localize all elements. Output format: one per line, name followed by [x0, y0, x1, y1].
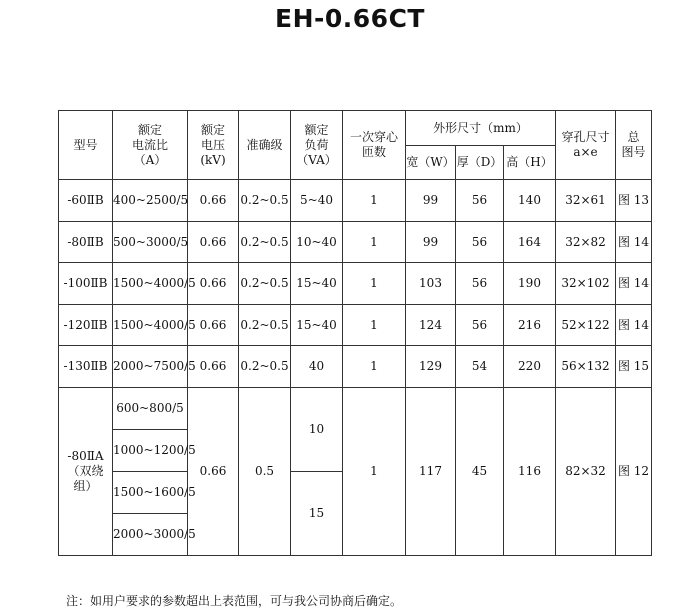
cell-accuracy: 0.2~0.5: [239, 222, 291, 263]
cell-turns: 1: [343, 305, 406, 346]
cell-depth: 56: [456, 305, 504, 346]
cell-accuracy: 0.2~0.5: [239, 305, 291, 346]
cell-height: 190: [504, 263, 556, 305]
table-row: [59, 305, 652, 346]
cell-voltage: 0.66: [188, 388, 239, 556]
header-accuracy: 准确级: [239, 111, 291, 180]
cell-ratio: 1500~4000/5: [113, 305, 188, 346]
cell-depth: 56: [456, 180, 504, 222]
cell-voltage: 0.66: [188, 222, 239, 263]
cell-height: 140: [504, 180, 556, 222]
cell-ratio: 1500~4000/5: [113, 263, 188, 305]
cell-ratio: 500~3000/5: [113, 222, 188, 263]
cell-load: 15~40: [291, 263, 343, 305]
cell-model: -130ⅡB: [59, 346, 113, 388]
cell-turns: 1: [343, 263, 406, 305]
header-load: 额定 负荷 （VA）: [291, 111, 343, 180]
cell-turns: 1: [343, 388, 406, 556]
cell-accuracy: 0.2~0.5: [239, 180, 291, 222]
cell-height: 220: [504, 346, 556, 388]
cell-width: 124: [406, 305, 456, 346]
group-row: [59, 388, 652, 430]
cell-ratio: 600~800/5: [113, 388, 188, 430]
cell-hole: 32×102: [556, 263, 616, 305]
header-ratio: 额定 电流比 （A）: [113, 111, 188, 180]
cell-turns: 1: [343, 180, 406, 222]
footnote: 注：如用户要求的参数超出上表范围，可与我公司协商后确定。: [66, 594, 403, 608]
cell-hole: 52×122: [556, 305, 616, 346]
cell-turns: 1: [343, 222, 406, 263]
cell-depth: 56: [456, 222, 504, 263]
cell-load: 15: [291, 472, 343, 556]
cell-ratio: 2000~3000/5: [113, 514, 188, 556]
cell-ratio: 1500~1600/5: [113, 472, 188, 514]
cell-model: -120ⅡB: [59, 305, 113, 346]
cell-accuracy: 0.2~0.5: [239, 263, 291, 305]
header-voltage: 额定 电压 (kV): [188, 111, 239, 180]
cell-ratio: 1000~1200/5: [113, 430, 188, 472]
cell-accuracy: 0.5: [239, 388, 291, 556]
cell-width: 99: [406, 180, 456, 222]
cell-depth: 54: [456, 346, 504, 388]
header-width: 宽（W）: [406, 146, 456, 180]
cell-hole: 56×132: [556, 346, 616, 388]
cell-load: 10~40: [291, 222, 343, 263]
header-figure: 总 图号: [616, 111, 652, 180]
cell-hole: 32×61: [556, 180, 616, 222]
header-height: 高（H）: [504, 146, 556, 180]
cell-load: 10: [291, 388, 343, 472]
table-row: [59, 180, 652, 222]
cell-figure: 图 12: [616, 388, 652, 556]
cell-voltage: 0.66: [188, 346, 239, 388]
cell-width: 117: [406, 388, 456, 556]
cell-model-group: -80ⅡA （双绕 组）: [59, 388, 113, 556]
cell-load: 40: [291, 346, 343, 388]
cell-model: -60ⅡB: [59, 180, 113, 222]
cell-figure: 图 15: [616, 346, 652, 388]
cell-voltage: 0.66: [188, 305, 239, 346]
cell-width: 129: [406, 346, 456, 388]
cell-ratio: 400~2500/5: [113, 180, 188, 222]
cell-figure: 图 14: [616, 263, 652, 305]
cell-height: 216: [504, 305, 556, 346]
cell-width: 99: [406, 222, 456, 263]
spec-table: [58, 110, 652, 556]
cell-load: 5~40: [291, 180, 343, 222]
cell-height: 164: [504, 222, 556, 263]
cell-depth: 56: [456, 263, 504, 305]
cell-hole: 82×32: [556, 388, 616, 556]
header-depth: 厚（D）: [456, 146, 504, 180]
cell-load: 15~40: [291, 305, 343, 346]
cell-depth: 45: [456, 388, 504, 556]
cell-figure: 图 14: [616, 222, 652, 263]
cell-figure: 图 14: [616, 305, 652, 346]
cell-accuracy: 0.2~0.5: [239, 346, 291, 388]
page-title: EH-0.66CT: [275, 4, 425, 33]
cell-turns: 1: [343, 346, 406, 388]
table-row: [59, 222, 652, 263]
cell-hole: 32×82: [556, 222, 616, 263]
cell-model: -80ⅡB: [59, 222, 113, 263]
header-row: [59, 111, 652, 146]
header-hole: 穿孔尺寸 a×e: [556, 111, 616, 180]
cell-width: 103: [406, 263, 456, 305]
cell-voltage: 0.66: [188, 180, 239, 222]
cell-ratio: 2000~7500/5: [113, 346, 188, 388]
cell-model: -100ⅡB: [59, 263, 113, 305]
header-model: 型号: [59, 111, 113, 180]
table-row: [59, 346, 652, 388]
header-dimensions: 外形尺寸（mm）: [406, 111, 556, 146]
cell-figure: 图 13: [616, 180, 652, 222]
header-turns: 一次穿心 匝数: [343, 111, 406, 180]
cell-voltage: 0.66: [188, 263, 239, 305]
table-row: [59, 263, 652, 305]
cell-height: 116: [504, 388, 556, 556]
